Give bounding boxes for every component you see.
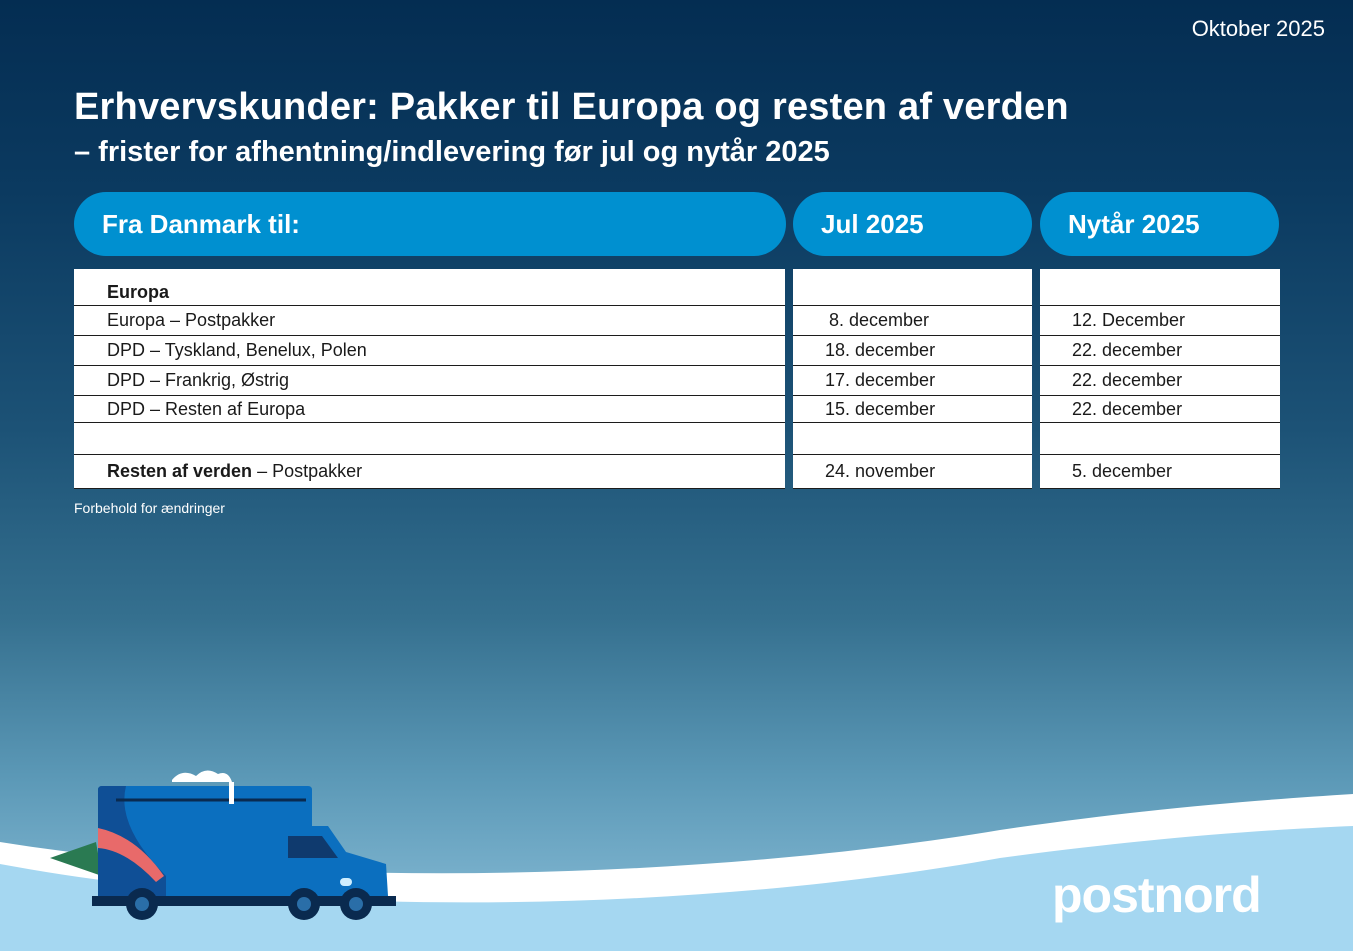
world-label-bold: Resten af verden — [107, 461, 253, 481]
jul-cell-empty — [793, 423, 1032, 455]
header-nytaar: Nytår 2025 — [1040, 192, 1279, 256]
table-row-empty — [74, 423, 785, 455]
nytaar-cell-section — [1040, 269, 1280, 306]
table-row-europa-postpakker: Europa – Postpakker — [74, 306, 785, 336]
delivery-truck-icon — [46, 766, 402, 926]
nytaar-cell: 12. December — [1040, 306, 1280, 336]
table-row-dpd-resten: DPD – Resten af Europa — [74, 396, 785, 423]
jul-cell: 17. december — [793, 366, 1032, 396]
page-subtitle: – frister for afhentning/indlevering før jul og nytår 2025 — [74, 136, 830, 168]
destination-column — [74, 269, 785, 489]
nytaar-cell: 22. december — [1040, 396, 1280, 423]
document-date: Oktober 2025 — [1191, 16, 1325, 41]
nytaar-cell: 22. december — [1040, 336, 1280, 366]
page-title: Erhvervskunder: Pakker til Europa og resten af verden — [74, 86, 1069, 128]
nytaar-cell: 22. december — [1040, 366, 1280, 396]
nytaar-cell: 5. december — [1040, 455, 1280, 489]
footnote: Forbehold for ændringer — [74, 500, 225, 516]
nytaar-cell-empty — [1040, 423, 1280, 455]
nytaar-column — [1040, 269, 1280, 489]
jul-cell: 18. december — [793, 336, 1032, 366]
header-destination: Fra Danmark til: — [74, 192, 786, 256]
table-row-dpd-frankrig: DPD – Frankrig, Østrig — [74, 366, 785, 396]
jul-cell: 15. december — [793, 396, 1032, 423]
jul-cell: 8. december — [793, 306, 1032, 336]
section-label-europa: Europa — [74, 269, 785, 306]
jul-cell: 24. november — [793, 455, 1032, 489]
jul-cell-section — [793, 269, 1032, 306]
jul-column — [793, 269, 1032, 489]
postnord-logo: postnord — [1052, 867, 1261, 923]
world-label-rest: – Postpakker — [252, 461, 363, 481]
table-row-dpd-tyskland: DPD – Tyskland, Benelux, Polen — [74, 336, 785, 366]
header-jul: Jul 2025 — [793, 192, 1032, 256]
table-row-world — [74, 455, 785, 489]
